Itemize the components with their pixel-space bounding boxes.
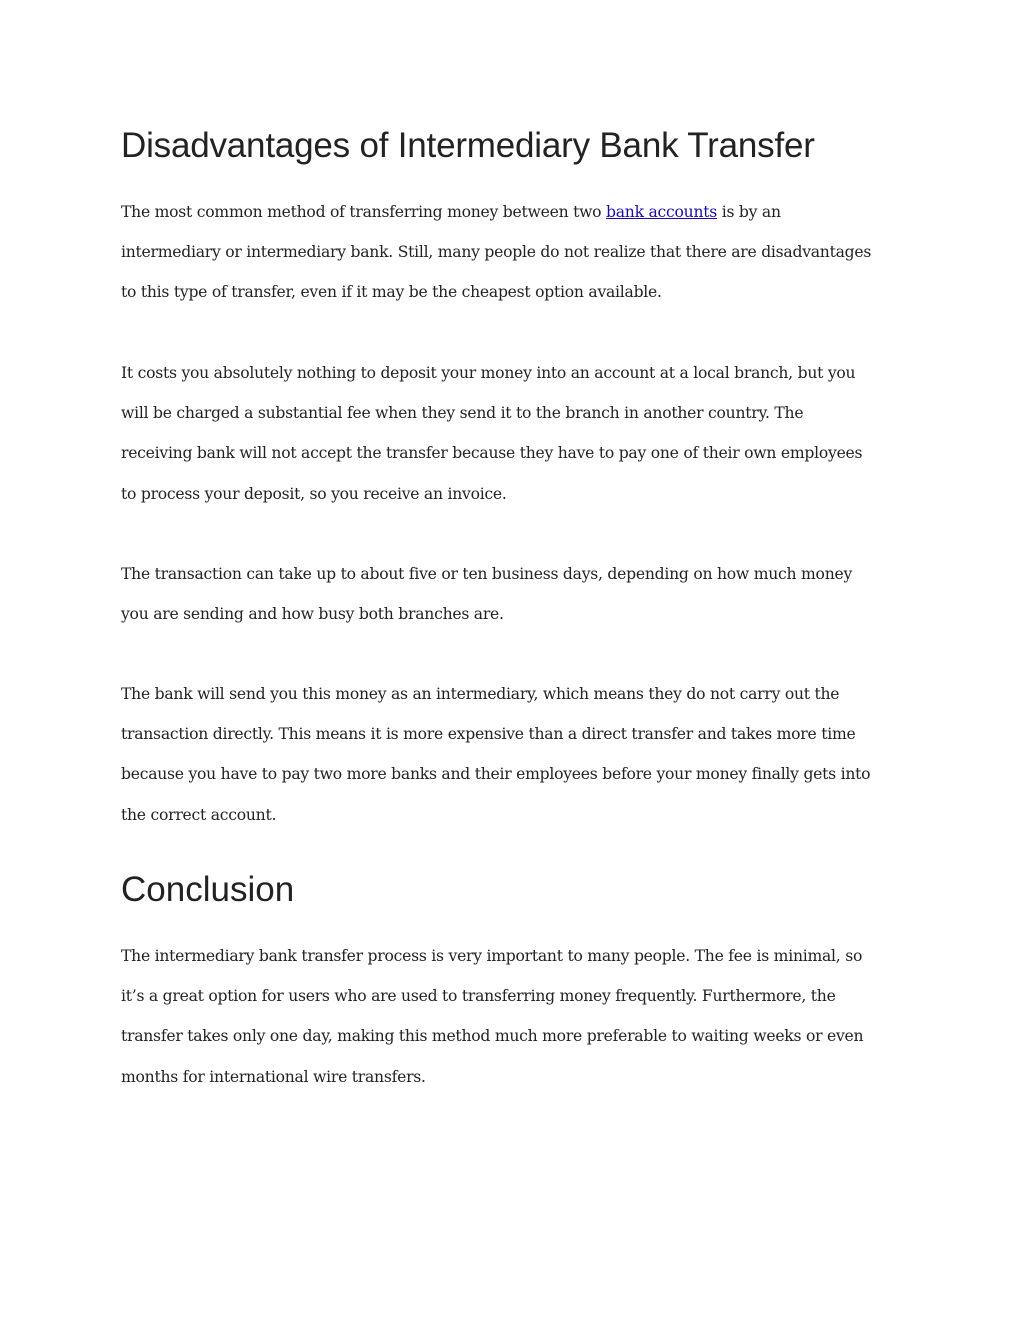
paragraph-line: The bank will send you this money as an intermediary, which means they do not carry out the: [121, 685, 840, 703]
paragraph-line: The intermediary bank transfer process is very important to many people. The fee is minimal, so: [121, 947, 863, 965]
paragraph-line: transfer takes only one day, making this method much more preferable to waiting weeks or even: [121, 1027, 864, 1046]
paragraph-conclusion: [121, 936, 911, 1097]
paragraph-duration: [121, 554, 911, 634]
paragraph-fees: [121, 353, 911, 514]
paragraph-line: the correct account.: [121, 805, 277, 824]
paragraph-line: to process your deposit, so you receive an invoice.: [121, 484, 507, 503]
paragraph-line: The transaction can take up to about five or ten business days, depending on how much money: [121, 565, 853, 583]
conclusion-heading: Conclusion: [121, 870, 295, 909]
paragraph-line: months for international wire transfers.: [121, 1067, 426, 1086]
paragraph-line: [121, 192, 911, 232]
paragraph-line: because you have to pay two more banks and their employees before your money finally gets into: [121, 765, 871, 784]
paragraph-line: receiving bank will not accept the transfer because they have to pay one of their own employees: [121, 444, 863, 463]
text-segment: The most common method of transferring money between two: [121, 203, 607, 221]
paragraph-line: It costs you absolutely nothing to deposit your money into an account at a local branch, but you: [121, 364, 856, 382]
paragraph-line: intermediary or intermediary bank. Still, many people do not realize that there are disadvantages: [121, 243, 872, 262]
paragraph-line: to this type of transfer, even if it may be the cheapest option available.: [121, 283, 662, 302]
bank-accounts-link[interactable]: bank accounts: [606, 203, 718, 221]
page-title: Disadvantages of Intermediary Bank Transfer: [121, 126, 815, 165]
paragraph-line: you are sending and how busy both branches are.: [121, 605, 504, 624]
paragraph-intro: [121, 192, 911, 313]
paragraph-line: transaction directly. This means it is more expensive than a direct transfer and takes more time: [121, 725, 856, 744]
text-segment: is by an: [717, 203, 781, 221]
paragraph-line: will be charged a substantial fee when they send it to the branch in another country. The: [121, 404, 804, 423]
paragraph-intermediary: [121, 674, 911, 835]
paragraph-line: it’s a great option for users who are used to transferring money frequently. Furthermore, the: [121, 987, 836, 1006]
